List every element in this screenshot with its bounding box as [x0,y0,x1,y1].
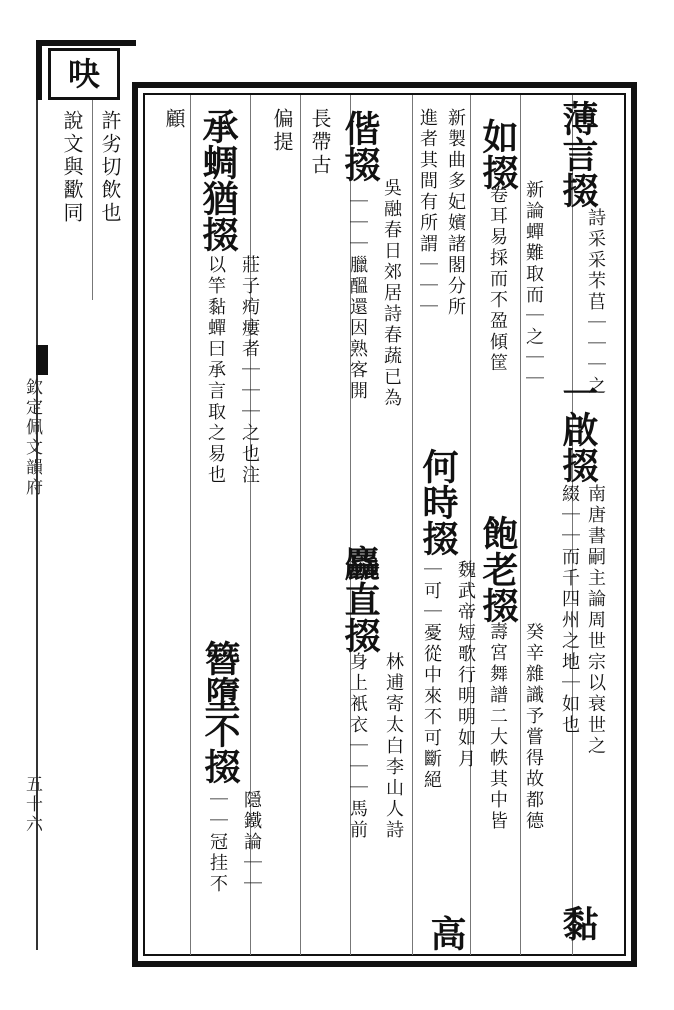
entry-citation: 新論蟬難取而｜之｜｜ [523,180,544,390]
entry-citation: 魏武帝短歌行明明如月 [455,560,476,770]
column-divider [300,95,301,955]
entry-citation: 癸辛雜識予嘗得故都德 [523,622,544,832]
entry-citation: 吳融春日郊居詩春蔬已為 [381,178,402,409]
entry-headword: 簪墮不掇 [199,640,241,784]
entry-headword: 何時掇 [417,448,459,556]
column-divider [190,95,191,955]
entry-citation: 林逋寄太白李山人詩 [383,652,404,841]
rhyme-char-box: 吷 [48,48,120,100]
side-note-1: 許劣切飲也 [98,110,122,225]
entry-headword: 飽老掇 [477,515,519,623]
entry-citation: 身上衹衣｜｜｜馬前 [347,652,368,841]
entry-headword: 麤直掇 [339,545,381,653]
entry-citation: ｜可｜憂從中來不可斷絕 [421,560,442,791]
column-divider [412,95,413,955]
entry-citation: 進者其間有所謂｜｜｜ [417,108,438,318]
entry-citation: 莊子痀瘻者｜｜｜之也注 [239,255,260,486]
entry-headword: 薄言掇 [557,100,599,208]
entry-headword: 黏 [557,905,599,941]
entry-citation: 偏提 [270,108,294,154]
entry-citation: 顧 [162,108,186,131]
entry-citation: 隱鐵論｜｜ [241,790,262,895]
entry-headword: 高 [425,915,467,951]
entry-citation: ｜｜冠挂不 [207,790,228,895]
entry-citation: 南唐書嗣主論周世宗以衰世之 [585,484,606,757]
column-divider [92,100,93,300]
entry-citation: 長帶古 [308,108,332,177]
entry-citation: 綴｜｜而千四州之地｜如也 [559,484,580,736]
entry-headword: 偕掇 [339,110,381,182]
entry-headword: 一啟掇 [557,375,599,483]
entry-citation: 以竿黏蟬曰承言取之易也 [205,255,226,486]
entry-headword: 如掇 [477,118,519,190]
column-divider [470,95,471,955]
book-title-margin: 欽定佩文韻府 [22,378,42,498]
page-number: 五十六 [22,775,42,835]
entry-citation: 卷耳易採而不盈傾筐 [487,185,508,374]
entry-citation: 新製曲多妃嬪諸閣分所 [445,108,466,318]
side-note-2: 說文與歠同 [60,110,84,225]
fishtail-mark [36,345,48,375]
entry-citation: ｜｜｜臘醞還因熟客開 [347,192,368,402]
entry-headword: 承蜩猶掇 [197,108,239,252]
entry-citation: 壽宮舞譜二大帙其中皆 [487,622,508,832]
entry-citation: 詩采采芣苢｜｜｜之 [585,208,606,397]
